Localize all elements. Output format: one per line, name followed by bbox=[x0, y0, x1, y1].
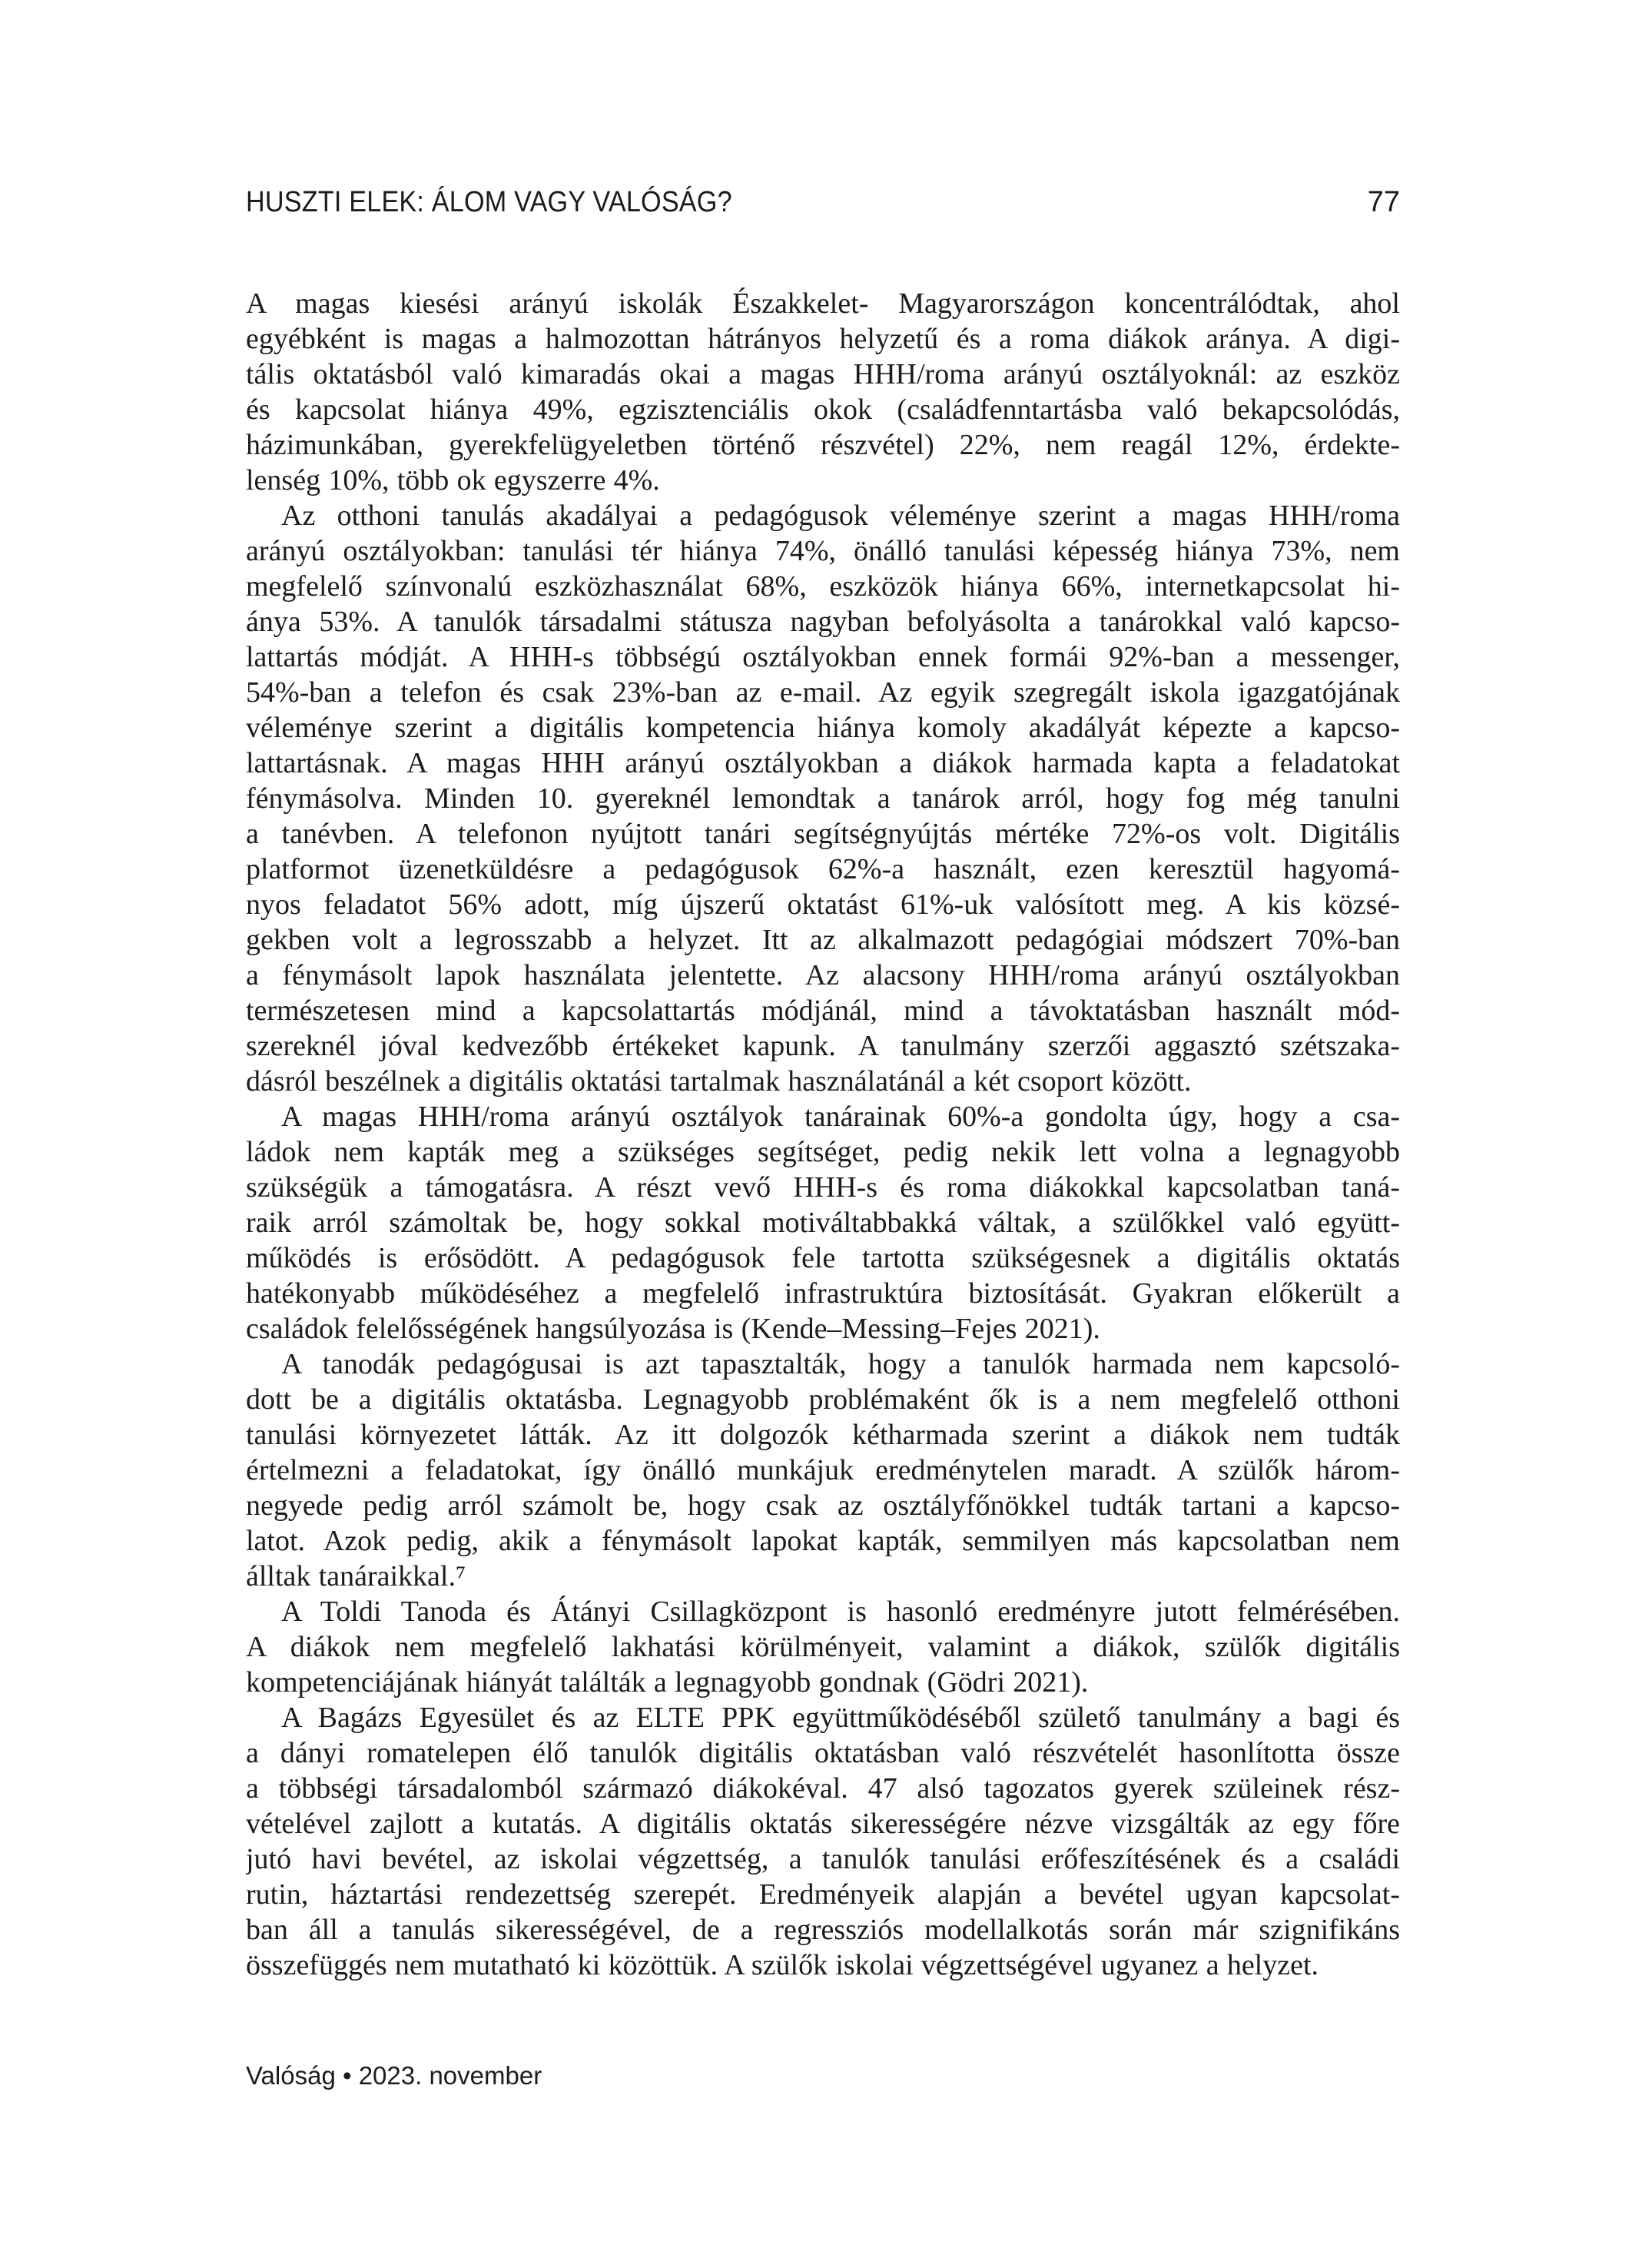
text-line: rutin, háztartási rendezettség szerepét. Eredményeik alapján a bevétel ugyan kapcsolat- bbox=[246, 1878, 1400, 1911]
text-line: dott be a digitális oktatásba. Legnagyobb problémaként ők is a nem megfelelő otthoni bbox=[246, 1383, 1400, 1416]
text-line: a fénymásolt lapok használata jelentette. Az alacsony HHH/roma arányú osztályokban bbox=[246, 959, 1400, 991]
text-line: vételével zajlott a kutatás. A digitális oktatás sikerességére nézve vizsgálták az egy főre bbox=[246, 1808, 1400, 1840]
text-line: A Bagázs Egyesület és az ELTE PPK együttműködéséből születő tanulmány a bagi és bbox=[281, 1702, 1400, 1734]
text-line: fénymásolva. Minden 10. gyereknél lemondtak a tanárok arról, hogy fog még tanulni bbox=[246, 782, 1400, 815]
text-line: arányú osztályokban: tanulási tér hiánya 74%, önálló tanulási képesség hiánya 73%, nem bbox=[246, 535, 1400, 567]
text-line: lattartásnak. A magas HHH arányú osztályokban a diákok harmada kapta a feladatokat bbox=[246, 747, 1400, 779]
text-line: latot. Azok pedig, akik a fénymásolt lapokat kapták, semmilyen más kapcsolatban nem bbox=[246, 1525, 1400, 1557]
text-line: nyos feladatot 56% adott, míg újszerű oktatást 61%-uk valósított meg. A kis közsé- bbox=[246, 888, 1400, 921]
text-line: lenség 10%, több ok egyszerre 4%. bbox=[246, 464, 660, 496]
text-line: és kapcsolat hiánya 49%, egzisztenciális okok (családfenntartásba való bekapcsolódás, bbox=[246, 393, 1400, 426]
text-line: ánya 53%. A tanulók társadalmi státusza nagyban befolyásolta a tanárokkal való kapcso- bbox=[246, 606, 1400, 638]
text-line: tanulási környezetet látták. Az itt dolgozók kétharmada szerint a diákok nem tudták bbox=[246, 1419, 1400, 1451]
text-line: gekben volt a legrosszabb a helyzet. Itt az alkalmazott pedagógiai módszert 70%-ban bbox=[246, 924, 1400, 956]
text-line: megfelelő színvonalú eszközhasználat 68%, eszközök hiánya 66%, internetkapcsolat hi- bbox=[246, 570, 1400, 603]
text-line: a dányi romatelepen élő tanulók digitális oktatásban való részvételét hasonlította össze bbox=[246, 1737, 1400, 1769]
paragraph bbox=[246, 1099, 1400, 1347]
text-line: Az otthoni tanulás akadályai a pedagógusok véleménye szerint a magas HHH/roma bbox=[281, 500, 1400, 532]
text-line: természetesen mind a kapcsolattartás módjánál, mind a távoktatásban használt mód- bbox=[246, 995, 1400, 1027]
text-line: véleménye szerint a digitális kompetencia hiánya komoly akadályát képezte a kapcso- bbox=[246, 712, 1400, 744]
paragraph bbox=[246, 498, 1400, 1099]
text-line: értelmezni a feladatokat, így önálló munkájuk eredménytelen maradt. A szülők három- bbox=[246, 1454, 1400, 1486]
text-line: hatékonyabb működéséhez a megfelelő infrastruktúra biztosítását. Gyakran előkerült a bbox=[246, 1277, 1400, 1310]
text-line: A Toldi Tanoda és Átányi Csillagközpont is hasonló eredményre jutott felmérésében. bbox=[281, 1596, 1400, 1628]
text-line: tális oktatásból való kimaradás okai a magas HHH/roma arányú osztályoknál: az eszköz bbox=[246, 358, 1400, 390]
article-body bbox=[246, 286, 1400, 1983]
text-line: a tanévben. A telefonon nyújtott tanári segítségnyújtás mértéke 72%-os volt. Digitális bbox=[246, 818, 1400, 850]
text-line: A tanodák pedagógusai is azt tapasztalták, hogy a tanulók harmada nem kapcsoló- bbox=[281, 1348, 1400, 1380]
running-header bbox=[246, 186, 1400, 219]
text-line: negyede pedig arról számolt be, hogy csak az osztályfőnökkel tudták tartani a kapcso- bbox=[246, 1489, 1400, 1522]
text-line: platformot üzenetküldésre a pedagógusok 62%-a használt, ezen keresztül hagyomá- bbox=[246, 853, 1400, 885]
text-line: A magas HHH/roma arányú osztályok tanárainak 60%-a gondolta úgy, hogy a csa- bbox=[281, 1101, 1400, 1133]
text-line: A diákok nem megfelelő lakhatási körülményeit, valamint a diákok, szülők digitális bbox=[246, 1631, 1400, 1663]
text-line: lattartás módját. A HHH-s többségú osztályokban ennek formái 92%-ban a messenger, bbox=[246, 641, 1400, 673]
journal-footer: Valóság • 2023. november bbox=[246, 2061, 542, 2090]
text-line: álltak tanáraikkal.⁷ bbox=[246, 1560, 466, 1592]
text-line: raik arról számoltak be, hogy sokkal motiváltabbakká váltak, a szülőkkel való együtt- bbox=[246, 1207, 1400, 1239]
text-line: jutó havi bevétel, az iskolai végzettség, a tanulók tanulási erőfeszítésének és a családi bbox=[246, 1843, 1400, 1875]
text-line: összefüggés nem mutatható ki közöttük. A szülők iskolai végzettségével ugyanez a helyzet. bbox=[246, 1949, 1319, 1981]
text-line: dásról beszélnek a digitális oktatási tartalmak használatánál a két csoport között. bbox=[246, 1065, 1192, 1097]
text-line: egyébként is magas a halmozottan hátrányos helyzetű és a roma diákok aránya. A digi- bbox=[246, 323, 1400, 355]
text-line: házimunkában, gyerekfelügyeletben történő részvétel) 22%, nem reagál 12%, érdekte- bbox=[246, 429, 1400, 461]
text-line: ban áll a tanulás sikerességével, de a regressziós modellalkotás során már szignifikáns bbox=[246, 1914, 1400, 1946]
text-line: a többségi társadalomból származó diákokéval. 47 alsó tagozatos gyerek szüleinek rész- bbox=[246, 1772, 1400, 1805]
page-number: 77 bbox=[1367, 186, 1400, 218]
text-line: 54%-ban a telefon és csak 23%-ban az e-mail. Az egyik szegregált iskola igazgatójának bbox=[246, 676, 1400, 709]
paragraph bbox=[246, 1347, 1400, 1594]
paragraph bbox=[246, 1700, 1400, 1983]
text-line: szükségük a támogatásra. A részt vevő HHH-s és roma diákokkal kapcsolatban taná- bbox=[246, 1171, 1400, 1204]
text-line: működés is erősödött. A pedagógusok fele tartotta szükségesnek a digitális oktatás bbox=[246, 1242, 1400, 1274]
running-title: HUSZTI ELEK: ÁLOM VAGY VALÓSÁG? bbox=[246, 186, 732, 218]
paragraph bbox=[246, 286, 1400, 498]
text-line: ládok nem kapták meg a szükséges segítséget, pedig nekik lett volna a legnagyobb bbox=[246, 1136, 1400, 1168]
text-line: A magas kiesési arányú iskolák Északkelet- Magyarországon koncentrálódtak, ahol bbox=[246, 287, 1400, 320]
text-line: családok felelősségének hangsúlyozása is (Kende–Messing–Fejes 2021). bbox=[246, 1313, 1100, 1345]
text-line: szereknél jóval kedvezőbb értékeket kapunk. A tanulmány szerzői aggasztó szétszaka- bbox=[246, 1030, 1400, 1062]
text-line: kompetenciájának hiányát találták a legnagyobb gondnak (Gödri 2021). bbox=[246, 1666, 1089, 1699]
paragraph bbox=[246, 1594, 1400, 1700]
